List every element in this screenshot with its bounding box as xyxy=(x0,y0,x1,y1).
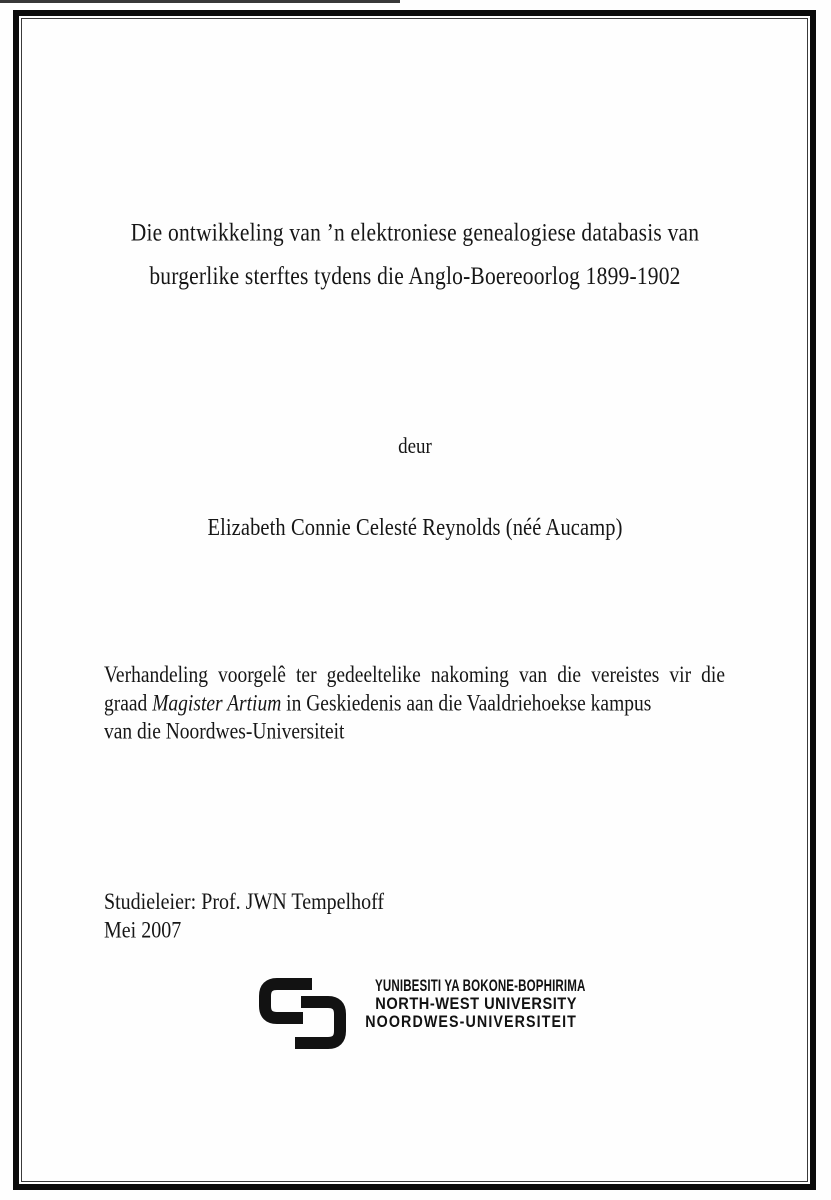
degree-name-italic: Magister Artium xyxy=(152,691,282,717)
degree-statement-line-3: van die Noordwes-Universiteit xyxy=(104,719,345,745)
thesis-title-line-1: Die ontwikkeling van ’n elektroniese genealogiese databasis van xyxy=(130,218,700,247)
supervisor-line: Studieleier: Prof. JWN Tempelhoff xyxy=(104,889,385,916)
date-line: Mei 2007 xyxy=(104,917,182,944)
thesis-title xyxy=(104,211,726,298)
thesis-title-line-2: burgerlike sterftes tydens die Anglo-Boereoorlog 1899-1902 xyxy=(149,261,681,291)
scan-edge-artifact xyxy=(0,0,400,3)
author-name: Elizabeth Connie Celesté Reynolds (néé Aucamp) xyxy=(207,515,623,541)
supervisor-and-date xyxy=(104,888,384,945)
degree-statement-line-2-suffix: in Geskiedenis aan die Vaaldriehoekse kampus xyxy=(281,691,652,717)
university-name-afrikaans: NOORDWES-UNIVERSITEIT xyxy=(365,1012,577,1031)
university-name-english: NORTH-WEST UNIVERSITY xyxy=(375,994,577,1013)
university-name-setswana: YUNIBESITI YA BOKONE-BOPHIRIMA xyxy=(375,976,586,995)
degree-statement xyxy=(104,662,725,746)
degree-statement-line-2 xyxy=(104,690,725,718)
degree-statement-line-2-prefix: graad xyxy=(104,691,153,717)
degree-statement-line-1: Verhandeling voorgelê ter gedeeltelike nakoming van die vereistes vir die xyxy=(104,663,725,688)
university-name-block xyxy=(280,976,586,1031)
byline-label: deur xyxy=(398,434,432,459)
